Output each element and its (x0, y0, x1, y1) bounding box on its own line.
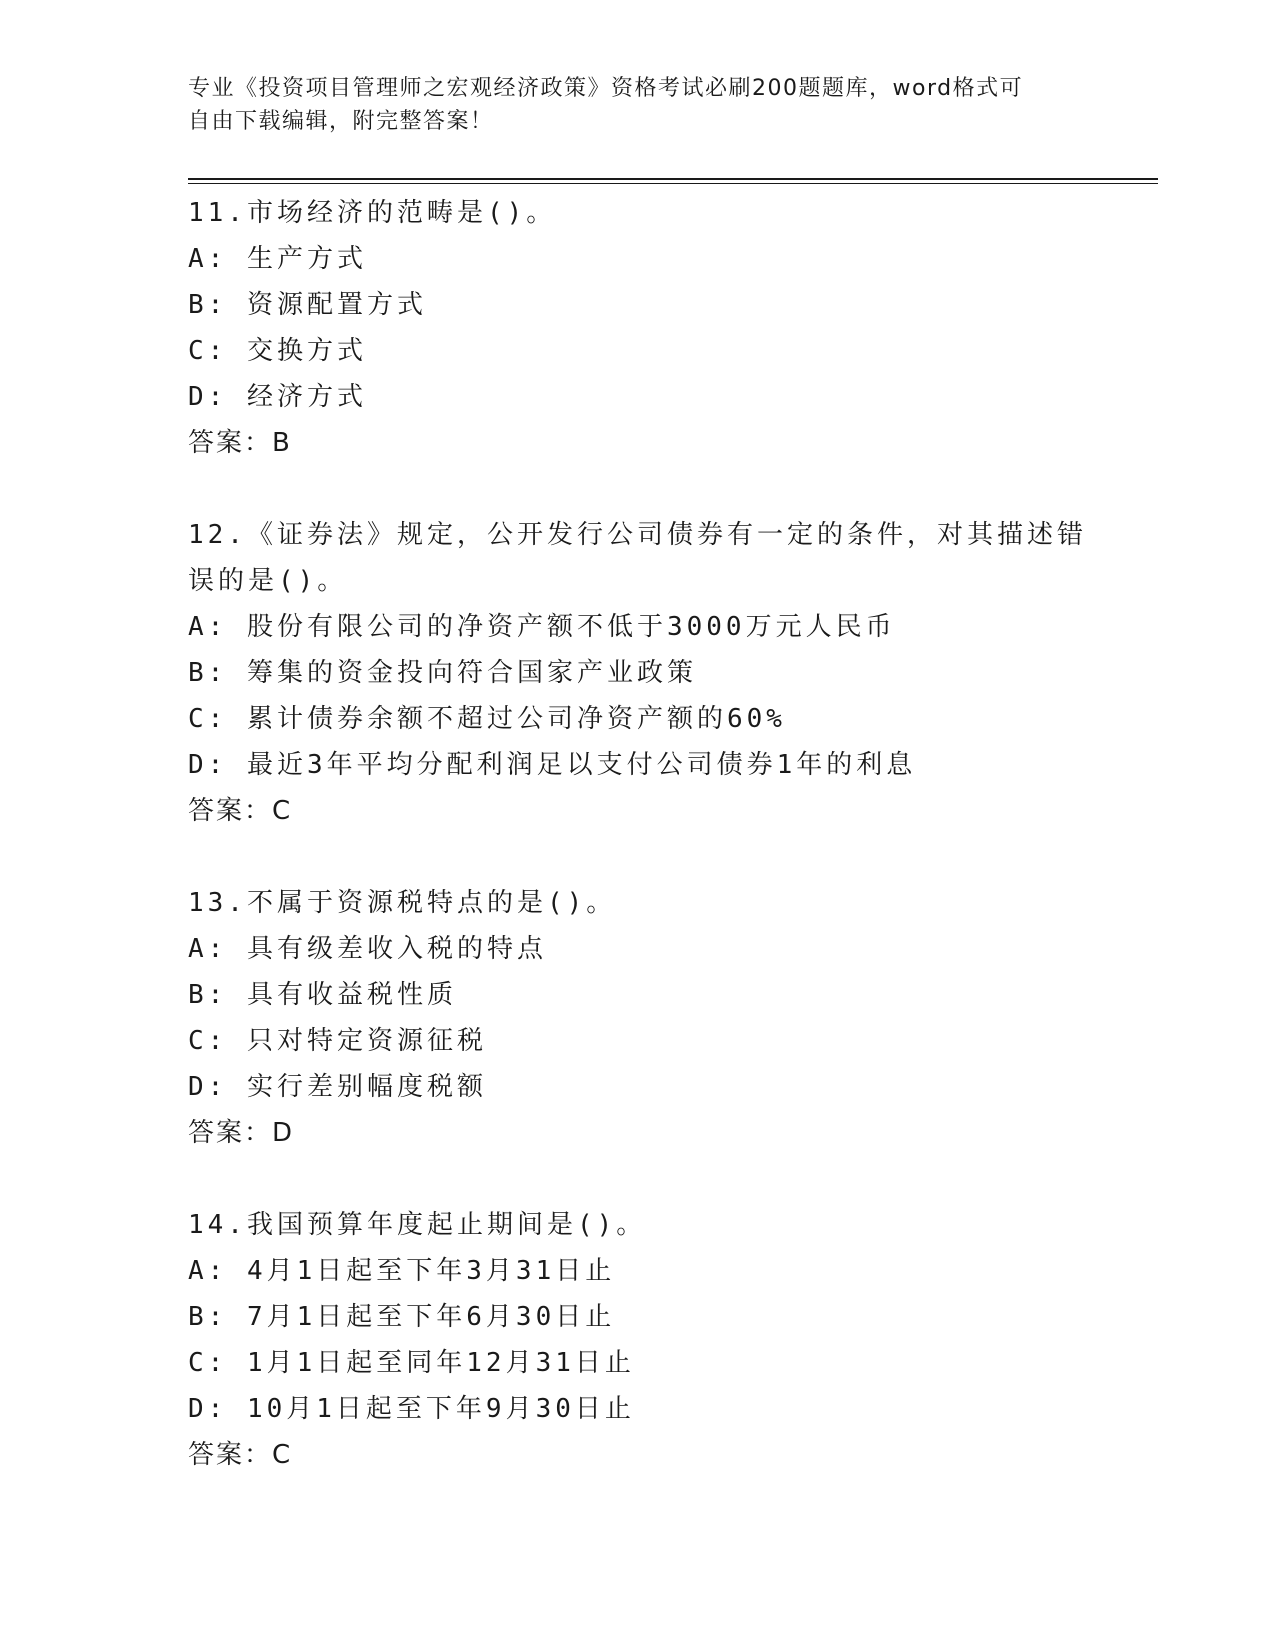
option-a: A: 具有级差收入税的特点 (188, 934, 547, 964)
header-line-2: 自由下载编辑，附完整答案！ (188, 109, 494, 134)
answer: 答案：B (188, 428, 292, 458)
option-c: C: 累计债券余额不超过公司净资产额的60% (188, 704, 786, 734)
option-d: D: 实行差别幅度税额 (188, 1072, 487, 1102)
document-header (188, 72, 1068, 138)
question-stem: 12.《证券法》规定，公开发行公司债券有一定的条件，对其描述错误的是()。 (188, 520, 1087, 596)
option-b: B: 7月1日起至下年6月30日止 (188, 1302, 616, 1332)
option-d: D: 最近3年平均分配利润足以支付公司债券1年的利息 (188, 750, 917, 780)
option-b: B: 具有收益税性质 (188, 980, 457, 1010)
question-12 (188, 512, 1158, 834)
option-c: C: 只对特定资源征税 (188, 1026, 487, 1056)
answer: 答案：C (188, 1440, 293, 1470)
answer: 答案：C (188, 796, 293, 826)
document-page (188, 72, 1158, 1524)
question-13 (188, 880, 1158, 1156)
option-d: D: 10月1日起至下年9月30日止 (188, 1394, 635, 1424)
option-a: A: 生产方式 (188, 244, 367, 274)
option-c: C: 1月1日起至同年12月31日止 (188, 1348, 635, 1378)
option-d: D: 经济方式 (188, 382, 367, 412)
header-line-1: 专业《投资项目管理师之宏观经济政策》资格考试必刷200题题库，word格式可 (188, 76, 1024, 101)
option-a: A: 股份有限公司的净资产额不低于3000万元人民币 (188, 612, 896, 642)
question-stem: 11.市场经济的范畴是()。 (188, 198, 557, 228)
option-a: A: 4月1日起至下年3月31日止 (188, 1256, 616, 1286)
option-b: B: 筹集的资金投向符合国家产业政策 (188, 658, 697, 688)
question-14 (188, 1202, 1158, 1478)
question-stem: 13.不属于资源税特点的是()。 (188, 888, 617, 918)
question-11 (188, 190, 1158, 466)
answer: 答案：D (188, 1118, 295, 1148)
question-stem: 14.我国预算年度起止期间是()。 (188, 1210, 647, 1240)
question-list (188, 190, 1158, 1478)
option-b: B: 资源配置方式 (188, 290, 427, 320)
option-c: C: 交换方式 (188, 336, 367, 366)
header-divider (188, 178, 1158, 184)
